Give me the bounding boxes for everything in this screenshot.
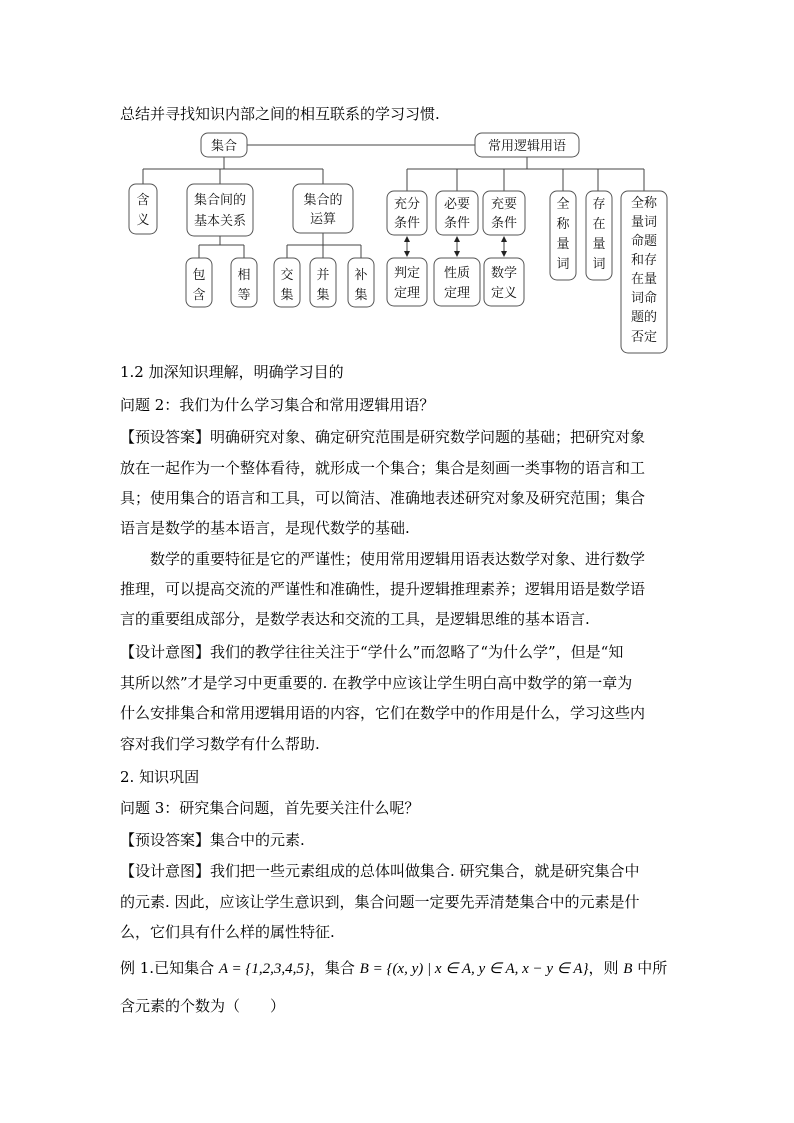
node-r3b-line-2: 定义 [490,286,518,301]
design-intent-line-4: 容对我们学习数学有什么帮助. [120,735,320,753]
example-suffix: 中所 [632,959,668,977]
answer-2-line-1: 【预设答案】明确研究对象、确定研究范围是研究数学问题的基础；把研究对象 [120,428,646,446]
section-heading-1-2: 1.2 加深知识理解，明确学习目的 [120,363,344,381]
node-r6-line-1: 全称 [630,196,658,211]
example-1-line-1 [120,958,667,979]
node-r3b-line-1: 数学 [490,266,518,281]
question-2: 问题 2：我们为什么学习集合和常用逻辑用语？ [120,396,435,414]
node-r3-line-2: 条件 [490,216,518,231]
node-r5-line-3: 量 [592,237,606,252]
node-r4-line-1: 全 [556,197,570,212]
node-l2b-line-2: 等 [237,288,251,303]
node-r2-line-1: 必要 [443,197,471,212]
double-arrow-2 [454,236,460,257]
node-l3b-line-1: 并 [316,268,330,283]
answer-3: 【预设答案】集合中的元素. [120,831,305,849]
node-l2-line-2: 基本关系 [193,214,247,229]
answer-2-line-4: 语言是数学的基本语言，是现代数学的基础. [120,519,410,537]
double-arrow-1 [404,236,410,257]
node-r5-line-4: 词 [592,257,606,272]
node-l2-line-1: 集合间的 [193,193,247,208]
node-l3c-line-2: 集 [354,288,368,303]
design-intent-line-2: 其所以然”才是学习中更重要的. 在教学中应该让学生明白高中数学的第一章为 [120,674,633,692]
answer-2-line-2: 放在一起作为一个整体看待，就形成一个集合；集合是刻画一类事物的语言和工 [120,459,646,477]
node-l2a-line-1: 包 [192,268,206,283]
node-l3a-line-2: 集 [280,288,294,303]
design-intent-2-line-1: 【设计意图】我们把一些元素组成的总体叫做集合. 研究集合，就是研究集合中 [120,862,640,880]
node-l3-line-2: 运算 [309,212,337,227]
node-r6-line-4: 和存 [630,253,658,268]
node-l3-line-1: 集合的 [303,193,343,208]
answer-2-line-3: 具；使用集合的语言和工具，可以简洁、准确地表述研究对象及研究范围；集合 [120,489,646,507]
node-l3c-line-1: 补 [354,268,368,283]
set-b-expression: B = {(x, y) | x ∈ A, y ∈ A, x − y ∈ A} [359,961,589,977]
design-intent-line-3: 什么安排集合和常用逻辑用语的内容，它们在数学中的作用是什么，学习这些内 [120,704,646,722]
node-l2b-line-1: 相 [237,268,251,283]
node-r4-line-2: 称 [556,217,570,232]
example-mid: ，集合 [309,959,360,977]
node-r6-line-3: 命题 [630,234,658,249]
node-r6-line-2: 量词 [630,215,658,230]
node-l1-line-2: 义 [136,213,150,228]
knowledge-structure-diagram [0,0,794,360]
node-r1-line-1: 充分 [393,197,421,212]
paragraph-logic-line-2: 推理，可以提高交流的严谨性和准确性，提升逻辑推理素养；逻辑用语是数学语 [120,580,646,598]
set-b-symbol: B [623,961,633,977]
node-r5-line-2: 在 [592,217,606,232]
question-3: 问题 3：研究集合问题，首先要关注什么呢？ [120,799,420,817]
design-intent-2-line-3: 么，它们具有什么样的属性特征. [120,923,335,941]
root-left-label: 集合 [210,139,238,154]
example-1-line-2: 含元素的个数为（ ） [120,997,286,1015]
node-r5-line-1: 存 [592,197,606,212]
intro-text: 总结并寻找知识内部之间的相互联系的学习习惯. [120,105,440,123]
node-r4-line-4: 词 [556,257,570,272]
root-right-label: 常用逻辑用语 [487,139,567,154]
node-r4-line-3: 量 [556,237,570,252]
paragraph-logic-line-3: 言的重要组成部分，是数学表达和交流的工具，是逻辑思维的基本语言. [120,610,590,628]
node-r2b-line-2: 定理 [443,286,471,301]
design-intent-2-line-2: 的元素. 因此，应该让学生意识到，集合问题一定要先弄清楚集合中的元素是什 [120,893,640,911]
section-heading-2: 2. 知识巩固 [120,768,200,786]
node-r2-line-2: 条件 [443,216,471,231]
design-intent-line-1: 【设计意图】我们的教学往往关注于“学什么”而忽略了“为什么学”，但是“知 [120,643,624,661]
node-r2b-line-1: 性质 [443,266,471,281]
example-prefix: 例 1.已知集合 [120,959,219,977]
node-r6-line-8: 否定 [630,330,658,345]
node-r6-line-6: 词命 [630,291,658,306]
node-l3a-line-1: 交 [280,268,294,283]
node-r1-line-2: 条件 [393,216,421,231]
node-r1b-line-1: 判定 [393,266,421,281]
node-l1-line-1: 含 [136,193,150,208]
node-r1b-line-2: 定理 [393,286,421,301]
node-r3-line-1: 充要 [490,197,518,212]
double-arrow-3 [501,236,507,257]
node-r6-line-7: 题的 [630,310,658,325]
node-l2a-line-2: 含 [192,288,206,303]
paragraph-logic-line-1: 数学的重要特征是它的严谨性；使用常用逻辑用语表达数学对象、进行数学 [150,550,646,568]
example-mid-2: ，则 [588,959,624,977]
node-l3b-line-2: 集 [316,288,330,303]
set-a-expression: A = {1,2,3,4,5} [218,961,310,977]
node-r6-line-5: 在量 [630,272,658,287]
